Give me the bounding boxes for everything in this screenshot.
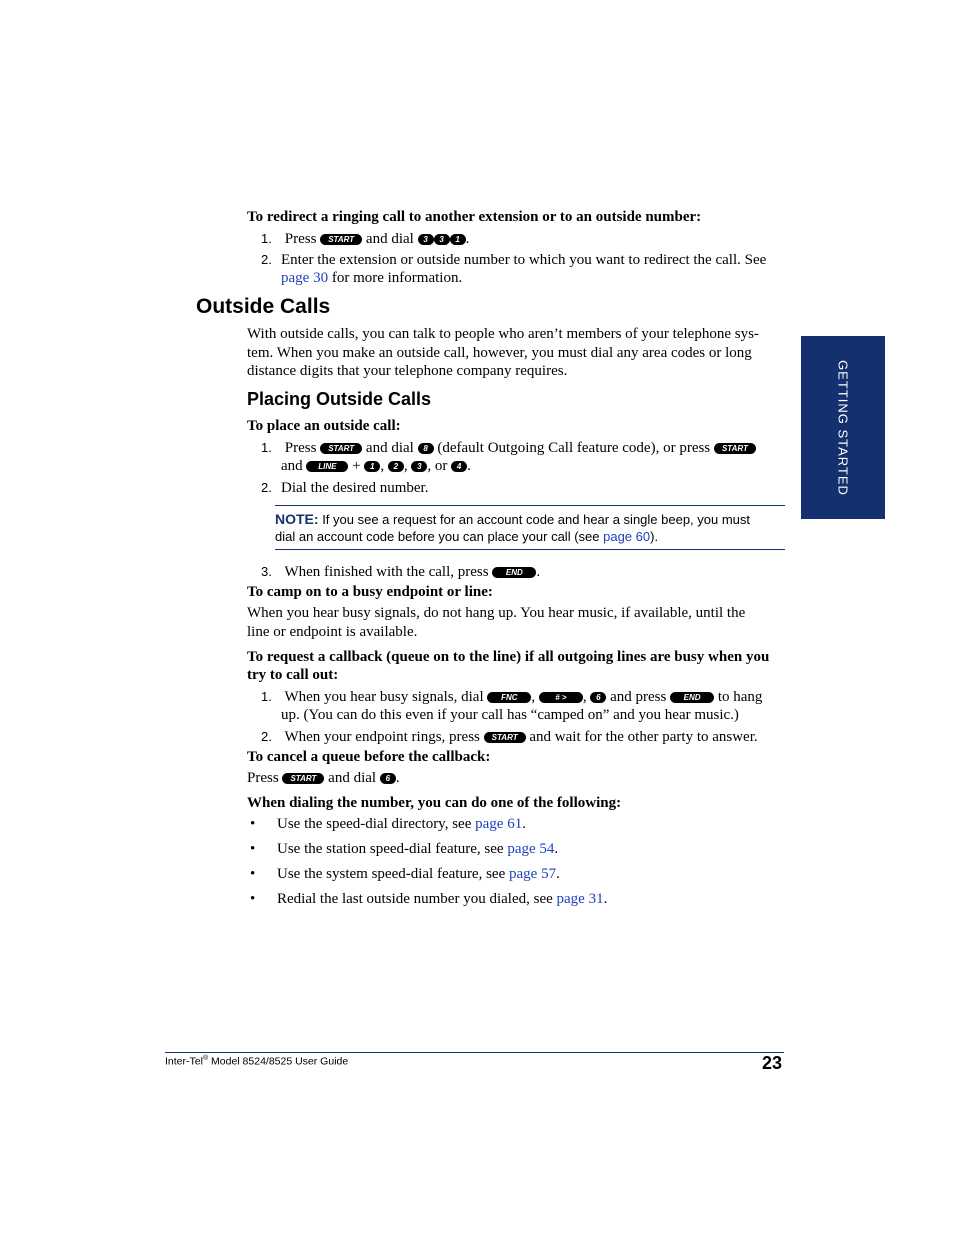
key-3-icon: 3 [434,234,450,245]
place-step-1: 1. Press START and dial 8 (default Outgoing Call feature code), or press START [261,438,756,458]
intro-line-2: tem. When you make an outside call, however, you must dial any area codes or long [247,345,752,361]
callback-step-2: 2. When your endpoint rings, press START and wait for the other party to answer. [261,729,758,745]
note-top-rule [275,505,785,506]
bullet-icon: • [250,866,256,882]
page-61-link[interactable]: page 61 [475,816,523,832]
place-step-3: 3. When finished with the call, press END . [261,564,541,580]
start-key-icon: START [484,732,526,743]
subsection-title: Placing Outside Calls [247,389,432,409]
page-30-link[interactable]: page 30 [281,270,329,286]
camp-heading: To camp on to a busy endpoint or line: [247,584,493,600]
key-1-icon: 1 [364,461,380,472]
key-6-icon: 6 [590,692,606,703]
key-8-icon: 8 [418,443,434,454]
side-tab [801,336,885,519]
bullet-icon: • [250,841,256,857]
list-item: • Redial the last outside number you dialed, see page 31. [250,891,608,907]
page-number: 23 [762,1053,783,1073]
note-bottom-rule [275,549,785,550]
line-key-icon: LINE [306,461,348,472]
list-item: • Use the speed-dial directory, see page 61. [250,816,526,832]
key-6-icon: 6 [380,773,396,784]
end-key-icon: END [492,567,536,578]
redirect-heading: To redirect a ringing call to another extension or to an outside number: [247,209,702,225]
redirect-step-2-cont: page 30 for more information. [281,270,463,286]
place-call-heading: To place an outside call: [247,418,401,434]
start-key-icon: START [320,234,362,245]
page-54-link[interactable]: page 54 [507,841,555,857]
page-57-link[interactable]: page 57 [509,866,557,882]
side-tab-label: GETTING STARTED [835,359,851,496]
note-label: NOTE: [275,511,319,527]
callback-heading-1: To request a callback (queue on to the line) if all outgoing lines are busy when you [247,649,770,665]
cancel-heading: To cancel a queue before the callback: [247,749,491,765]
footer-title: Inter-Tel® Model 8524/8525 User Guide [165,1055,349,1068]
place-step-2: 2. Dial the desired number. [261,480,429,496]
end-key-icon: END [670,692,714,703]
key-2-icon: 2 [388,461,404,472]
list-item: • Use the system speed-dial feature, see page 57. [250,866,560,882]
key-4-icon: 4 [451,461,467,472]
dialing-heading: When dialing the number, you can do one of the following: [247,795,622,811]
intro-line-3: distance digits that your telephone company requires. [247,363,568,379]
bullet-icon: • [250,816,256,832]
redirect-step-2: 2. Enter the extension or outside number to which you want to redirect the call. See [261,252,767,268]
page-60-link[interactable]: page 60 [603,529,651,544]
key-3-icon: 3 [418,234,434,245]
callback-heading-2: try to call out: [247,667,339,683]
hash-key-icon: # > [539,692,583,703]
start-key-icon: START [320,443,362,454]
start-key-icon: START [282,773,324,784]
footer-rule [165,1052,784,1053]
camp-line-2: line or endpoint is available. [247,624,418,640]
cancel-line: Press START and dial 6 . [247,770,400,786]
note-line-2: dial an account code before you can place your call (see page 60). [275,529,659,544]
redirect-step-1: 1. Press START and dial 3 3 1 . [261,231,470,247]
intro-line-1: With outside calls, you can talk to people who aren’t members of your telephone sys- [247,326,759,342]
callback-step-1-cont: up. (You can do this even if your call has “camped on” and you hear music.) [281,707,739,723]
start-key-icon: START [714,443,756,454]
key-1-icon: 1 [450,234,466,245]
fnc-key-icon: FNC [487,692,531,703]
camp-line-1: When you hear busy signals, do not hang up. You hear music, if available, until the [247,605,746,621]
page-31-link[interactable]: page 31 [556,891,604,907]
list-item: • Use the station speed-dial feature, see page 54. [250,841,559,857]
place-step-1-cont: and LINE + 1 , 2 , 3 , or 4 . [281,458,471,474]
callback-step-1: 1. When you hear busy signals, dial FNC , # > , 6 and press END to hang [261,689,763,705]
bullet-icon: • [250,891,256,907]
note-line-1: NOTE: If you see a request for an account code and hear a single beep, you must [275,511,751,527]
key-3-icon: 3 [411,461,427,472]
section-title: Outside Calls [196,295,331,318]
